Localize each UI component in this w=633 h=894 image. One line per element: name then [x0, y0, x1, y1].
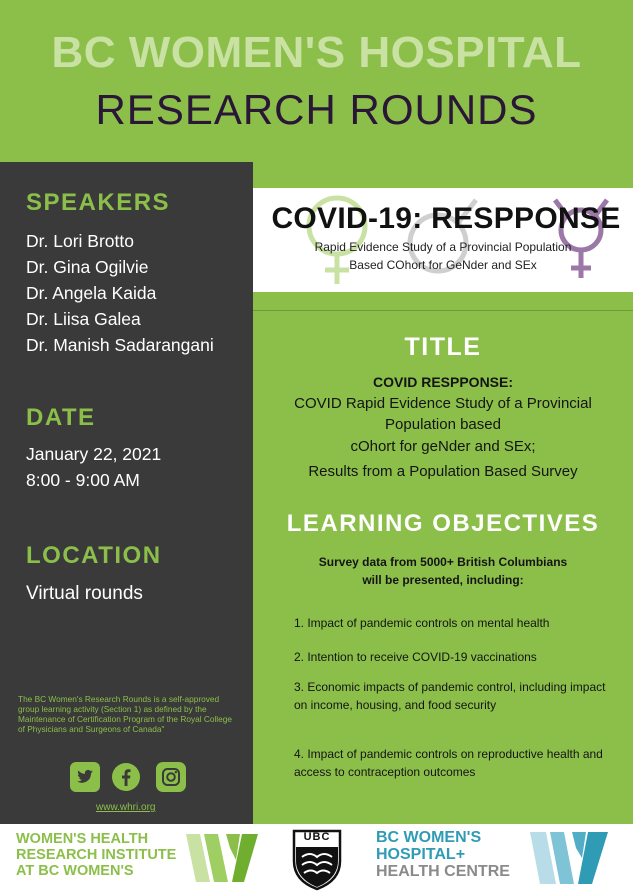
divider [253, 310, 633, 311]
ubc-label: UBC [303, 831, 331, 843]
talk-title-4: cOhort for geNder and SEx; [350, 438, 536, 455]
bcw-w-logo-icon [530, 828, 610, 888]
location-heading: LOCATION [26, 542, 162, 569]
website-link[interactable]: www.whri.org [96, 802, 156, 813]
whri-line-2: RESEARCH INSTITUTE [16, 847, 177, 863]
date-value: January 22, 2021 [26, 444, 162, 464]
whri-line-1: WOMEN'S HEALTH [16, 831, 149, 847]
title-heading: TITLE [404, 333, 482, 361]
rounds-title: RESEARCH ROUNDS [95, 86, 538, 133]
banner-subtitle-1: Rapid Evidence Study of a Provincial Population [314, 240, 572, 254]
bcw-line-2: HOSPITAL+ [376, 846, 466, 863]
speaker-name: Dr. Gina Ogilvie [26, 257, 149, 277]
footer [0, 824, 633, 894]
bcw-name [376, 829, 510, 880]
objectives-intro-1: Survey data from 5000+ British Columbians [318, 555, 568, 569]
objective-item: 1. Impact of pandemic controls on mental health [294, 616, 550, 630]
info-panel [0, 162, 253, 824]
talk-title-3: Population based [385, 416, 501, 433]
instagram-icon[interactable] [156, 762, 186, 792]
objective-item: 2. Intention to receive COVID-19 vaccinations [294, 650, 537, 664]
bcw-line-1: BC WOMEN'S [376, 829, 482, 846]
talk-title-1: COVID RESPPONSE: [372, 374, 514, 390]
objectives-intro-2: will be presented, including: [362, 573, 524, 587]
speaker-name: Dr. Manish Sadarangani [26, 335, 214, 355]
facebook-icon[interactable] [111, 762, 141, 792]
talk-title-5: Results from a Population Based Survey [308, 463, 578, 480]
whri-line-3: AT BC WOMEN'S [16, 863, 134, 879]
header [0, 0, 633, 162]
objective-item: 4. Impact of pandemic controls on reproductive health and access to contraception outcomes [294, 747, 603, 779]
speakers-heading: SPEAKERS [26, 189, 171, 216]
talk-title-2: COVID Rapid Evidence Study of a Provincial [294, 395, 592, 412]
date-heading: DATE [26, 404, 96, 431]
whri-w-logo-icon [186, 830, 260, 886]
whri-name [16, 831, 176, 879]
banner-title: COVID-19: RESPPONSE [271, 202, 621, 235]
banner-subtitle-2: Based COhort for GeNder and SEx [349, 258, 537, 272]
objectives-heading: LEARNING OBJECTIVES [286, 510, 600, 537]
objective-item: 3. Economic impacts of pandemic control, including impact on income, housing, and food security [294, 680, 606, 712]
time-value: 8:00 - 9:00 AM [26, 470, 140, 490]
speaker-name: Dr. Liisa Galea [26, 309, 141, 329]
bcw-line-3: HEALTH CENTRE [376, 863, 510, 880]
speaker-name: Dr. Angela Kaida [26, 283, 157, 303]
hospital-title: BC WOMEN'S HOSPITAL [51, 28, 582, 77]
twitter-icon[interactable] [70, 762, 100, 792]
covid-respponse-banner [253, 188, 633, 292]
speaker-name: Dr. Lori Brotto [26, 231, 134, 251]
accreditation-note: The BC Women's Research Rounds is a self-approved group learning activity (Section 1) as defined by the Maintenance of Certification Program of the Royal College of Physicians and Surgeons of Canada" [18, 694, 232, 734]
location-value: Virtual rounds [26, 583, 143, 604]
